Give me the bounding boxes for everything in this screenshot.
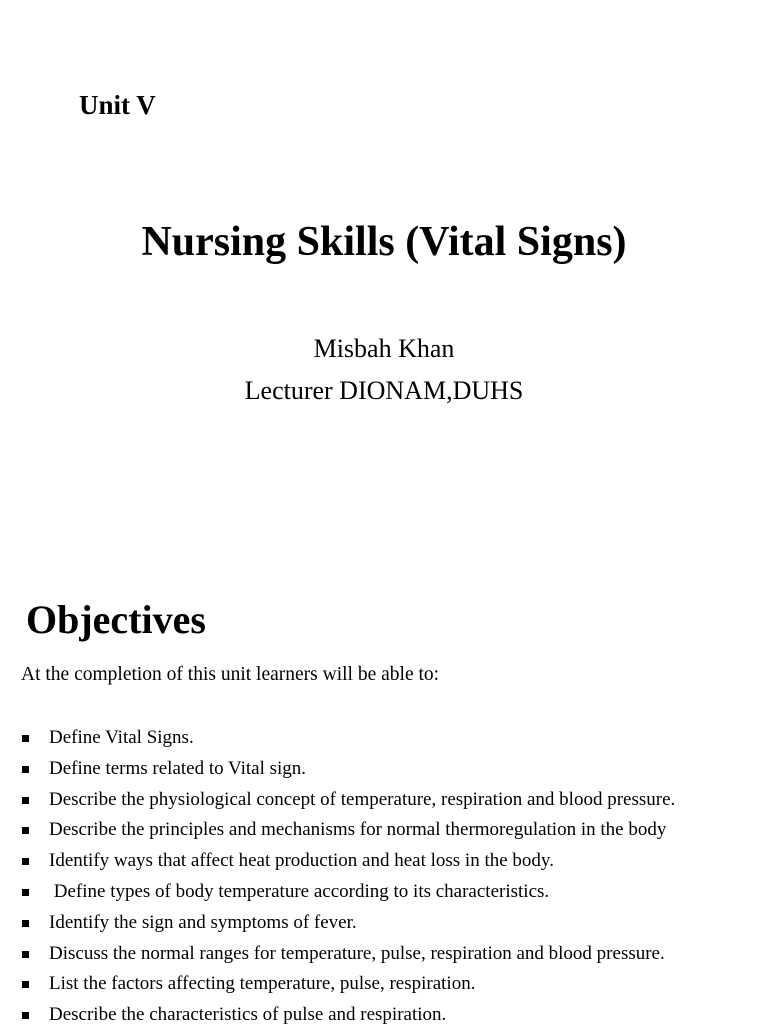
unit-label: Unit V <box>79 90 156 120</box>
square-bullet-icon <box>22 766 29 773</box>
objective-text: Identify the sign and symptoms of fever. <box>49 911 357 933</box>
objective-text: Describe the characteristics of pulse and respiration. <box>49 1004 447 1026</box>
square-bullet-icon <box>22 858 29 865</box>
objective-text: Define Vital Signs. <box>49 727 194 748</box>
objective-text: Describe the physiological concept of temperature, respiration and blood pressure. <box>49 788 676 810</box>
square-bullet-icon <box>22 981 29 988</box>
square-bullet-icon <box>22 920 29 927</box>
objective-text: Describe the principles and mechanisms for normal thermoregulation in the body <box>49 819 667 841</box>
square-bullet-icon <box>22 889 29 896</box>
square-bullet-icon <box>22 1012 29 1019</box>
square-bullet-icon <box>22 827 29 834</box>
author-role: Lecturer DIONAM,DUHS <box>244 376 524 405</box>
square-bullet-icon <box>22 951 29 958</box>
presentation-title: Nursing Skills (Vital Signs) <box>141 219 627 265</box>
objective-text: Identify ways that affect heat production and heat loss in the body. <box>49 850 554 872</box>
square-bullet-icon <box>22 797 29 804</box>
objectives-heading: Objectives <box>26 597 206 642</box>
objective-text: Define types of body temperature according to its characteristics. <box>49 880 550 902</box>
objective-text: Discuss the normal ranges for temperature, pulse, respiration and blood pressure. <box>49 942 665 964</box>
objective-text: Define terms related to Vital sign. <box>49 757 307 779</box>
author-name: Misbah Khan <box>313 334 455 363</box>
objective-text: List the factors affecting temperature, pulse, respiration. <box>49 973 476 995</box>
objectives-intro: At the completion of this unit learners will be able to: <box>21 664 440 685</box>
square-bullet-icon <box>22 735 29 742</box>
objectives-slide <box>0 560 768 1024</box>
